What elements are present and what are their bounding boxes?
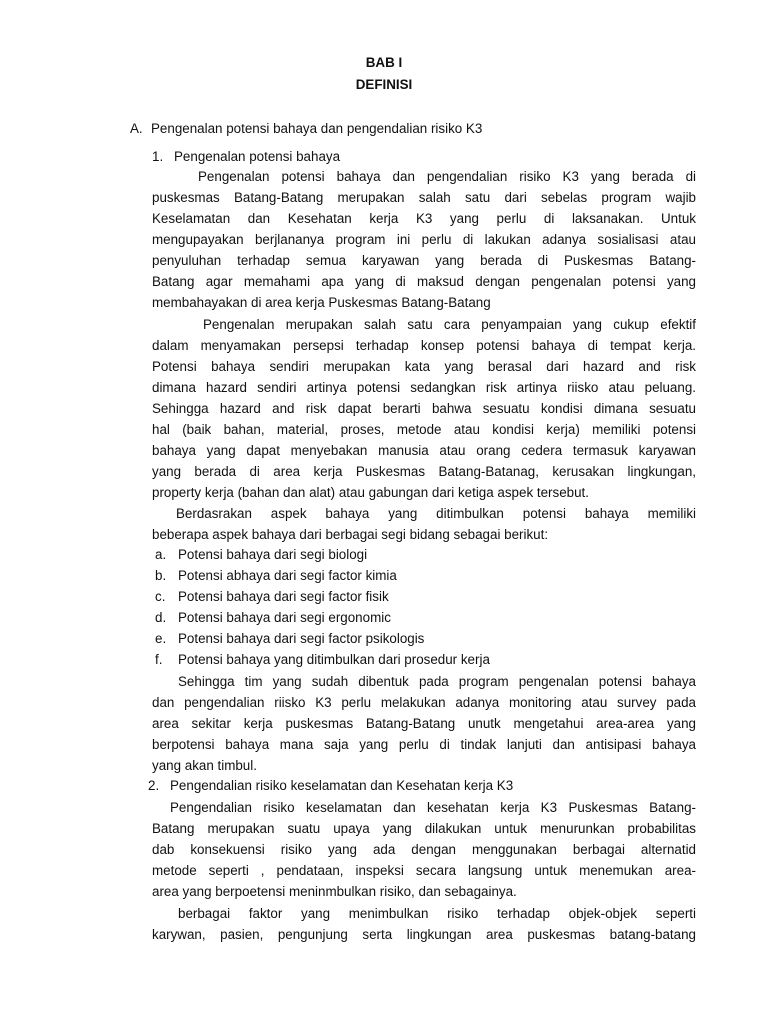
text-line: area yang berpoetensi meninmbulkan risiko, dan sebagainya. bbox=[152, 884, 517, 899]
text-line: Potensi bahaya sendiri merupakan kata yang berasal dari hazard and risk bbox=[152, 359, 696, 374]
sub1-heading: Pengenalan potensi bahaya bbox=[174, 149, 341, 164]
list-text: Potensi bahaya dari segi factor psikologis bbox=[178, 631, 425, 646]
text-line: membahayakan di area kerja Puskesmas Batang-Batang bbox=[152, 295, 491, 310]
text-line: dan pengendalian riisko K3 perlu melakukan adanya monitoring atau survey pada bbox=[152, 695, 696, 710]
text-line: metode seperti , pendataan, inspeksi secara langsung untuk menemukan area- bbox=[152, 863, 696, 878]
list-marker: d. bbox=[155, 610, 167, 625]
text-line: Pengenalan potensi bahaya dan pengendalian risiko K3 yang berada di bbox=[198, 169, 696, 184]
text-line: dimana hazard sendiri artinya potensi sedangkan risk artinya riisko atau peluang. bbox=[152, 380, 696, 395]
sub2-heading: Pengendalian risiko keselamatan dan Kesehatan kerja K3 bbox=[170, 778, 514, 793]
list-text: Potensi bahaya dari segi ergonomic bbox=[178, 610, 391, 625]
text-line: yang akan timbul. bbox=[152, 758, 257, 773]
text-line: berbagai faktor yang menimbulkan risiko terhadap objek-objek seperti bbox=[178, 906, 696, 921]
list-text: Potensi bahaya dari segi biologi bbox=[178, 547, 368, 562]
list-marker: b. bbox=[155, 568, 167, 583]
text-line: Pengenalan merupakan salah satu cara penyampaian yang cukup efektif bbox=[203, 317, 696, 332]
text-line: Batang merupakan suatu upaya yang dilakukan untuk menurunkan probabilitas bbox=[152, 821, 696, 836]
list-marker: c. bbox=[155, 589, 166, 604]
text-line: property kerja (bahan dan alat) atau gabungan dari ketiga aspek tersebut. bbox=[152, 485, 589, 500]
text-line: hal (baik bahan, material, proses, metode atau kondisi kerja) memiliki potensi bbox=[152, 422, 696, 437]
text-line: berpotensi bahaya mana saja yang perlu di tindak lanjuti dan antisipasi bahaya bbox=[152, 737, 696, 752]
text-line: Pengendalian risiko keselamatan dan kesehatan kerja K3 Puskesmas Batang- bbox=[170, 800, 696, 815]
list-text: Potensi abhaya dari segi factor kimia bbox=[178, 568, 397, 583]
text-line: area sekitar kerja puskesmas Batang-Batang unutk mengetahui area-area yang bbox=[152, 716, 696, 731]
text-line: Keselamatan dan Kesehatan kerja K3 yang perlu di laksanakan. Untuk bbox=[152, 211, 696, 226]
text-line: Sehingga hazard and risk dapat berarti bahwa sesuatu kondisi dimana sesuatu bbox=[152, 401, 696, 416]
text-line: beberapa aspek bahaya dari berbagai segi bidang sebagai berikut: bbox=[152, 527, 549, 542]
text-line: dab konsekuensi risiko yang ada dengan menggunakan berbagai alternatid bbox=[152, 842, 696, 857]
list-marker: a. bbox=[155, 547, 167, 562]
sub2-marker: 2. bbox=[148, 778, 160, 793]
text-line: bahaya yang dapat menyebakan manusia atau orang cedera termasuk karyawan bbox=[152, 443, 696, 458]
list-marker: e. bbox=[155, 631, 167, 646]
text-line: Berdasrakan aspek bahaya yang ditimbulkan potensi bahaya memiliki bbox=[176, 506, 696, 521]
text-line: dalam menyamakan persepsi terhadap konsep potensi bahaya di tempat kerja. bbox=[152, 338, 696, 353]
list-text: Potensi bahaya dari segi factor fisik bbox=[178, 589, 389, 604]
section-a-marker: A. bbox=[130, 121, 143, 136]
text-line: karywan, pasien, pengunjung serta lingkungan area puskesmas batang-batang bbox=[152, 927, 696, 942]
text-line: Batang agar memahami apa yang di maksud dengan pengenalan potensi yang bbox=[152, 274, 696, 289]
list-text: Potensi bahaya yang ditimbulkan dari prosedur kerja bbox=[178, 652, 490, 667]
text-line: Sehingga tim yang sudah dibentuk pada program pengenalan potensi bahaya bbox=[178, 674, 696, 689]
list-marker: f. bbox=[155, 652, 163, 667]
text-line: puskesmas Batang-Batang merupakan salah satu dari sebelas program wajib bbox=[152, 190, 696, 205]
chapter-number: BAB I bbox=[365, 55, 403, 70]
chapter-title: DEFINISI bbox=[355, 77, 413, 92]
text-line: penyuluhan terhadap semua karyawan yang berada di Puskesmas Batang- bbox=[152, 253, 696, 268]
section-a-heading: Pengenalan potensi bahaya dan pengendalian risiko K3 bbox=[151, 121, 483, 136]
sub1-marker: 1. bbox=[152, 149, 164, 164]
text-line: yang berada di area kerja Puskesmas Batang-Batanag, kerusakan lingkungan, bbox=[152, 464, 696, 479]
text-line: mengupayakan berjlananya program ini perlu di lakukan adanya sosialisasi atau bbox=[152, 232, 696, 247]
